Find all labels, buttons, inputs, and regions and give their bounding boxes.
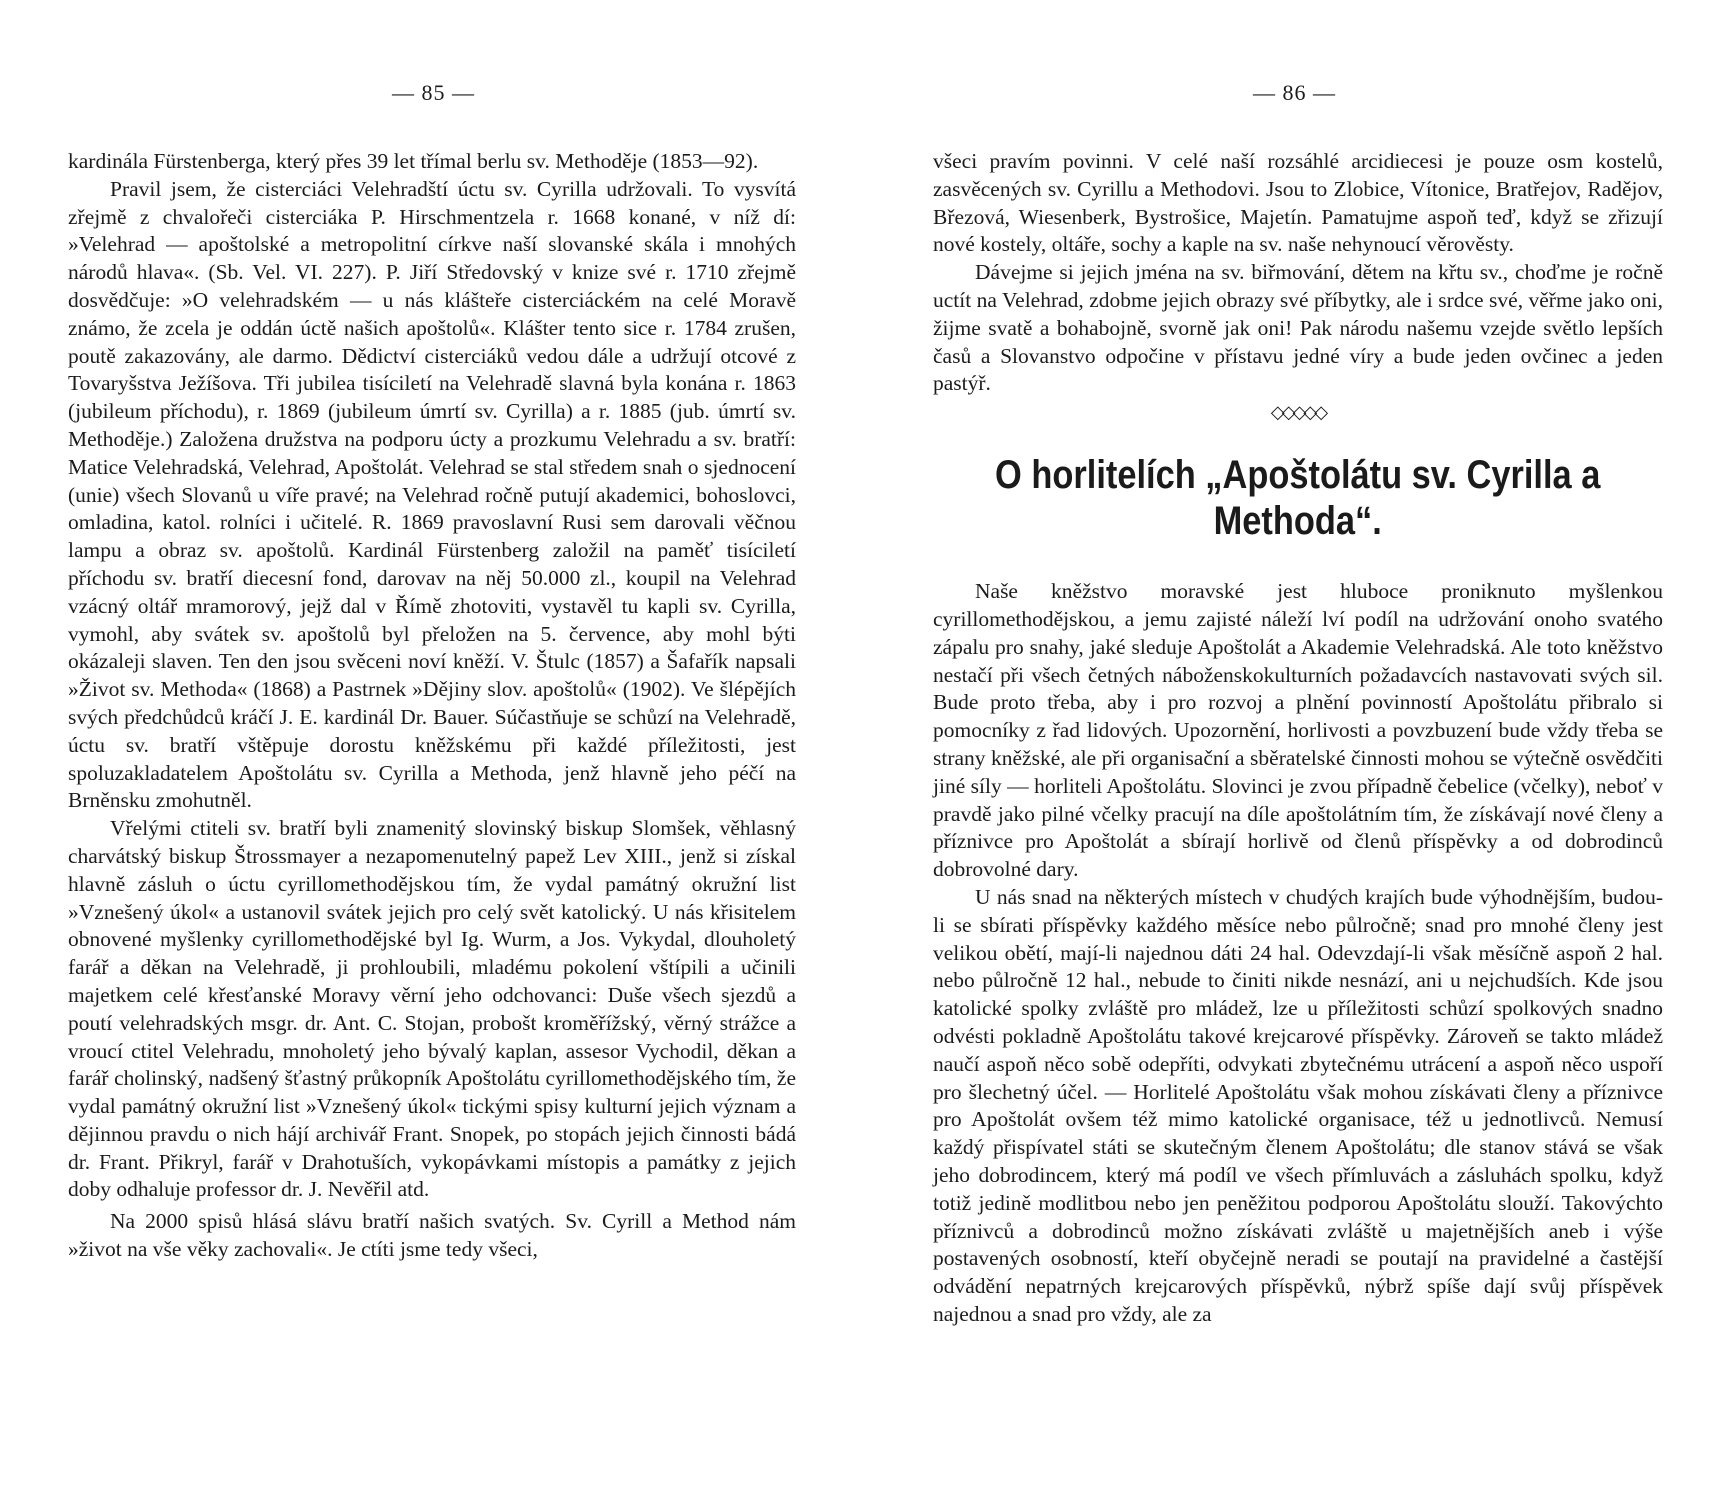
text-column xyxy=(933,148,1663,1329)
paragraph: kardinála Fürstenberga, který přes 39 let třímal berlu sv. Methoděje (1853—92). xyxy=(68,149,759,173)
paragraph: Dávejme si jejich jména na sv. biřmování, dětem na křtu sv., choďme je ročně uctít na Velehrad, zdobme jejich obrazy své příbytky, ale i srdce své, věřme jako oni, žijme svatě a bohabojně, svorně jak oni! Pak národu našemu vzejde světlo lepších časů a Slovanstvo odpočine v přístavu jedné víry a bude jeden ovčinec a jeden pastýř. xyxy=(933,260,1663,396)
page-number: — 85 — xyxy=(392,80,475,105)
paragraph: Pravil jsem, že cisterciáci Velehradští úctu sv. Cyrilla udržovali. To vysvítá zřejmě z chvalořeči cisterciáka P. Hirschmentzela r. 1668 konané, v níž dí: »Velehrad — apoštolské a metropolitní církve naší slovanské skála i mnohých národů hlava«. (Sb. Vel. VI. 227). P. Jiří Středovský v knize své r. 1710 zřejmě dosvědčuje: »O velehradském — u nás klášteře cisterciáckém na celé Moravě známo, že zcela je oddán úctě našich apoštolů«. Klášter tento sice r. 1784 zrušen, poutě zakazovány, ale darmo. Dědictví cisterciáků vedou dále a udržují otcové z Tovaryšstva Ježíšova. Tři jubilea tisíciletí na Velehradě slavná byla konána r. 1863 (jubileum příchodu), r. 1869 (jubileum úmrtí sv. Cyrilla) a r. 1885 (jub. úmrtí sv. Methoděje.) Založena družstva na podporu úcty a prozkumu Velehradu a sv. bratří: Matice Velehradská, Velehrad, Apoštolát. Velehrad se stal středem snah o sjednocení (unie) všech Slovanů u víře pravé; na Velehrad ročně putují akademici, bohoslovci, omladina, katol. rolníci i učitelé. R. 1869 pravoslavní Rusi sem darovali věčnou lampu a obraz sv. apoštolů. Kardinál Fürstenberg založil na paměť tisíciletí příchodu sv. bratří diecesní fond, darovav na něj 50.000 zl., koupil na Velehrad vzácný oltář mramorový, jejž dal v Římě zhotoviti, vystavěl tu kapli sv. Cyrilla, vymohl, aby svátek sv. apoštolů byl přeložen na 5. července, aby mohl býti okázaleji slaven. Ten den jsou svěceni noví kněží. V. Štulc (1857) a Šafařík napsali »Život sv. Methoda« (1868) a Pastrnek »Dějiny slov. apoštolů« (1902). Ve šlépějích svých předchůdců kráčí J. E. kardinál Dr. Bauer. Súčastňuje se schůzí na Velehradě, úctu sv. bratří vštěpuje dorostu kněžskému při každé příležitosti, jest spoluzakladatelem Apoštolátu sv. Cyrilla a Methoda, jenž hlavně jeho péčí na Brněnsku zmohutněl. xyxy=(68,176,796,813)
paragraph: Na 2000 spisů hlásá slávu bratří našich svatých. Sv. Cyrill a Method nám »život na vše věky zachovali«. Je ctíti jsme tedy všeci, xyxy=(68,1209,796,1262)
section-heading: O horlitelích „Apoštolátu sv. Cyrilla a Methoda“. xyxy=(995,453,1601,544)
paragraph: Naše kněžstvo moravské jest hluboce proniknuto myšlenkou cyrillomethodějskou, a jemu zajisté náleží lví podíl na udržování onoho svatého zápalu pro snahy, jaké sleduje Apoštolát a Akademie Velehradská. Ale toto kněžstvo nestačí při všech četných náboženskokulturních požadavcích nastavovati svých sil. Bude proto třeba, aby i pro rozvoj a plnění povinností Apoštolátu přibralo si pomocníky z řad lidových. Upozornění, horlivosti a povzbuzení bude vždy třeba se strany kněžské, ale při organisační a sběratelské činnosti mohou se výtečně osvědčiti jiné síly — horliteli Apoštolátu. Slovinci je zvou případně čebelice (včelky), neboť v pravdě jako pilné včelky pracují na díle apoštolátním tím, že získávají nové členy a příznivce pro Apoštolát a sbírají horlivě od členů příspěvky a od dobrodinců dobrovolné dary. xyxy=(933,579,1663,882)
paragraph: U nás snad na některých místech v chudých krajích bude výhodnějším, budou-li se sbírati příspěvky každého měsíce nebo půlročně; snad pro mnohé členy jest velikou obětí, mají-li najednou dáti 24 hal. Odevzdají-li však měsíčně aspoň 2 hal. nebo půlročně 12 hal., nebude to činiti nikde nesnází, ani u nejchudších. Kde jsou katolické spolky zvláště pro mládež, lze u příležitosti schůzí spolkových snadno odvésti pokladně Apoštolátu takové krejcarové příspěvky. Zároveň se takto mládež naučí aspoň něco sobě odepříti, odvykati zbytečnému utrácení a aspoň něco uspoří pro šlechetný účel. — Horlitelé Apoštolátu však mohou získávati členy a příznivce pro Apoštolát ovšem též mimo katolické organisace, též u jednotlivců. Nemusí každý přispívatel státi se skutečným členem Apoštolátu; dle stanov stává se však jeho dobrodincem, který má podíl ve všech přímluvách a zásluhách spolku, když totiž jedině modlitbou nebo jen peněžitou podporou Apoštolátu slouží. Takovýchto příznivců a dobrodinců možno získávati zvláště u majetnějších aneb i výše postavených osobností, kteří obyčejně neradi se poutají na pravidelné a častější odvádění nepatrných krejcarových příspěvků, nýbrž spíše dají svůj příspěvek najednou a snad pro vždy, ale za xyxy=(933,884,1663,1326)
text-column xyxy=(68,148,796,1264)
paragraph: Vřelými ctiteli sv. bratří byli znamenitý slovinský biskup Slomšek, věhlasný charvátský biskup Štrossmayer a nezapomenutelný papež Lev XIII., jenž si získal hlavně zásluh o úctu cyrillomethodějskou tím, že vydal památný okružní list »Vznešený úkol« a ustanovil svátek jejich pro celý svět katolický. U nás křisitelem obnovené myšlenky cyrillomethodějské byl Ig. Wurm, a Jos. Vykydal, dlouholetý farář a děkan na Velehradě, ji prohloubili, mladému pokolení vštípili a učinili majetkem celé křesťanské Moravy věrní jeho odchovanci: Duše všech sjezdů a poutí velehradských msgr. dr. Ant. C. Stojan, probošt kroměřížský, věrný strážce a vroucí ctitel Velehradu, mnoholetý jeho bývalý kaplan, assesor Vychodil, děkan a farář cholinský, nadšený šťastný průkopník Apoštolátu cyrillomethodějského tím, že vydal památný okružní list »Vznešený úkol« tickými spisy kulturní jejich význam a dějinnou pravdu o nich hájí archivář Frant. Snopek, po stopách jejich činnosti bádá dr. Frant. Přikryl, farář v Drahotuších, vykopávkami místopis a památky z jejich doby odhaluje professor dr. J. Nevěřil atd. xyxy=(68,816,796,1202)
page-number: — 86 — xyxy=(1253,80,1336,105)
paragraph: všeci pravím povinni. V celé naší rozsáhlé arcidiecesi je pouze osm kostelů, zasvěcených sv. Cyrillu a Methodovi. Jsou to Zlobice, Vítonice, Bratřejov, Radějov, Březová, Wiesenberk, Bystrošice, Majetín. Pamatujme aspoň teď, když se zřizují nové kostely, oltáře, sochy a kaple na sv. naše nehynoucí věrověsty. xyxy=(933,149,1663,257)
ornament-divider: ◇◇◇◇◇ xyxy=(1270,402,1326,424)
right-page xyxy=(863,0,1726,1500)
